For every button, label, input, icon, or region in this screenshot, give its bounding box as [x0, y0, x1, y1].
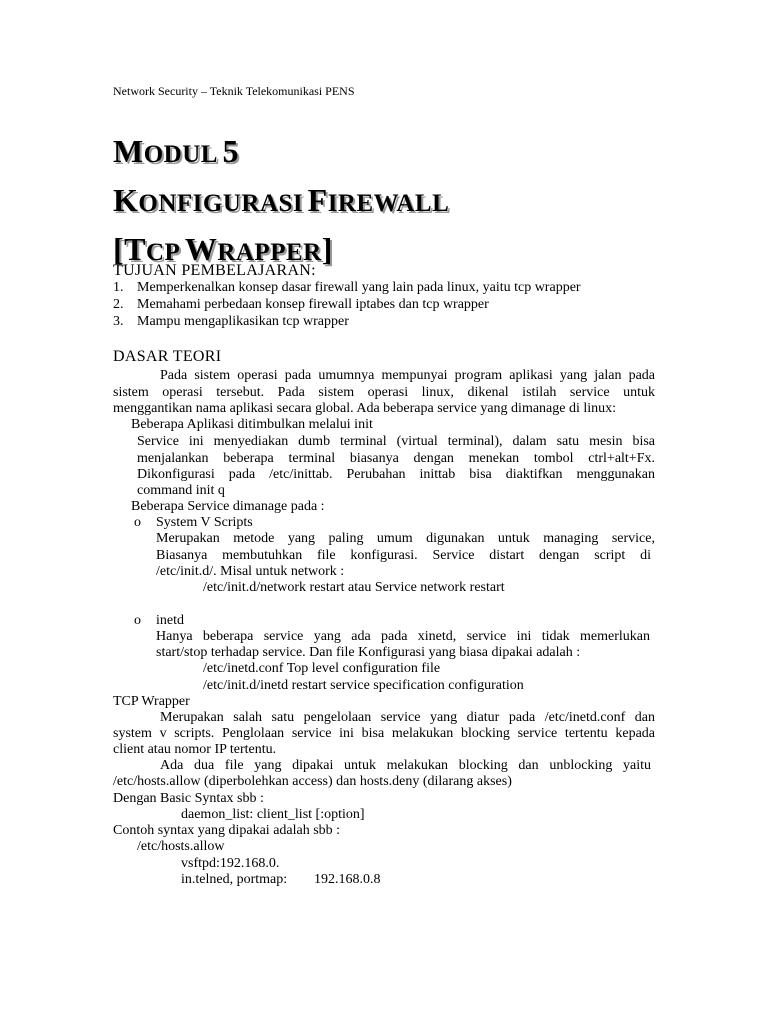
sub1-command: /etc/init.d/network restart atau Service network restart: [203, 580, 505, 595]
tujuan-num-1: 1.: [113, 280, 124, 295]
sub-bullet-marker: o: [134, 613, 141, 628]
dasar-p1-line-1: Pada sistem operasi pada umumnya mempunyai program aplikasi yang jalan pada: [160, 368, 655, 383]
sub1-title: System V Scripts: [156, 515, 253, 530]
bullet-2-text: Beberapa Service dimanage pada :: [131, 499, 325, 514]
sub2-line-2: start/stop terhadap service. Dan file Konfigurasi yang biasa dipakai adalah :: [156, 645, 581, 660]
sub1-line-1: Merupakan metode yang paling umum digunakan untuk managing service,: [156, 531, 655, 546]
tujuan-item-2: Memahami perbedaan konsep firewall iptabes dan tcp wrapper: [137, 297, 489, 312]
title-line-3: [TCP WRAPPER]: [113, 231, 333, 267]
tcp-p1-line-1: Merupakan salah satu pengelolaan service yang diatur pada /etc/inetd.conf dan: [160, 710, 655, 725]
tujuan-heading: TUJUAN PEMBELAJARAN:: [113, 262, 316, 279]
example-line-2a: in.telned, portmap:: [181, 872, 288, 887]
sub1-line-3: /etc/init.d/. Misal untuk network :: [156, 564, 345, 579]
tcp-p1-line-3: client atau nomor IP tertentu.: [113, 742, 277, 757]
b1-line-1: Service ini menyediakan dumb terminal (virtual terminal), dalam satu mesin bisa: [137, 434, 655, 449]
b1-line-3: Dikonfigurasi pada /etc/inittab. Perubahan inittab bisa diaktifkan menggunakan: [137, 467, 655, 482]
b1-line-4: command init q: [137, 483, 225, 498]
bullet-1-text: Beberapa Aplikasi ditimbulkan melalui init: [131, 417, 373, 432]
running-header: Network Security – Teknik Telekomunikasi PENS: [113, 84, 355, 98]
sub2-command-1: /etc/inetd.conf Top level configuration file: [203, 661, 441, 676]
b1-line-2: menjalankan beberapa terminal biasanya dengan menekan tombol ctrl+alt+Fx.: [137, 451, 655, 466]
example-line-2b: 192.168.0.8: [314, 872, 381, 887]
sub2-command-2: /etc/init.d/inetd restart service specification configuration: [203, 678, 524, 693]
tujuan-item-3: Mampu mengaplikasikan tcp wrapper: [137, 314, 349, 329]
sub2-line-1: Hanya beberapa service yang ada pada xinetd, service ini tidak memerlukan: [156, 629, 650, 644]
sub2-title: inetd: [156, 613, 184, 628]
title-line-2: KONFIGURASI FIREWALL: [113, 182, 450, 218]
tcp-p1-line-2: system v scripts. Penglolaan service ini bisa melakukan blocking service tertentu kepada: [113, 726, 655, 741]
dasar-heading: DASAR TEORI: [113, 348, 222, 365]
sub-bullet-marker: o: [134, 515, 141, 530]
tujuan-item-1: Memperkenalkan konsep dasar firewall yang lain pada linux, yaitu tcp wrapper: [137, 280, 581, 295]
tcp-p2-line-1: Ada dua file yang dipakai untuk melakukan blocking dan unblocking yaitu: [160, 758, 651, 773]
example-line-1: vsftpd:192.168.0.: [181, 856, 280, 871]
dasar-p1-line-2: sistem operasi tersebut. Pada sistem operasi linux, dikenal istilah service untuk: [113, 385, 655, 400]
tcp-p2-line-2: /etc/hosts.allow (diperbolehkan access) dan hosts.deny (dilarang akses): [113, 774, 512, 789]
module-title: [113, 130, 449, 277]
tcp-heading: TCP Wrapper: [113, 694, 190, 709]
tujuan-num-3: 3.: [113, 314, 124, 329]
contoh-label: Contoh syntax yang dipakai adalah sbb :: [113, 823, 341, 838]
dasar-p1-line-3: menggantikan nama aplikasi secara global. Ada beberapa service yang dimanage di linux:: [113, 401, 617, 416]
syntax-line: daemon_list: client_list [:option]: [181, 807, 365, 822]
title-line-1: MODUL 5: [113, 133, 239, 169]
syntax-label: Dengan Basic Syntax sbb :: [113, 791, 264, 806]
sub1-line-2: Biasanya membutuhkan file konfigurasi. Service distart dengan script di: [156, 548, 651, 563]
tujuan-num-2: 2.: [113, 297, 124, 312]
hosts-allow-file: /etc/hosts.allow: [137, 839, 225, 854]
